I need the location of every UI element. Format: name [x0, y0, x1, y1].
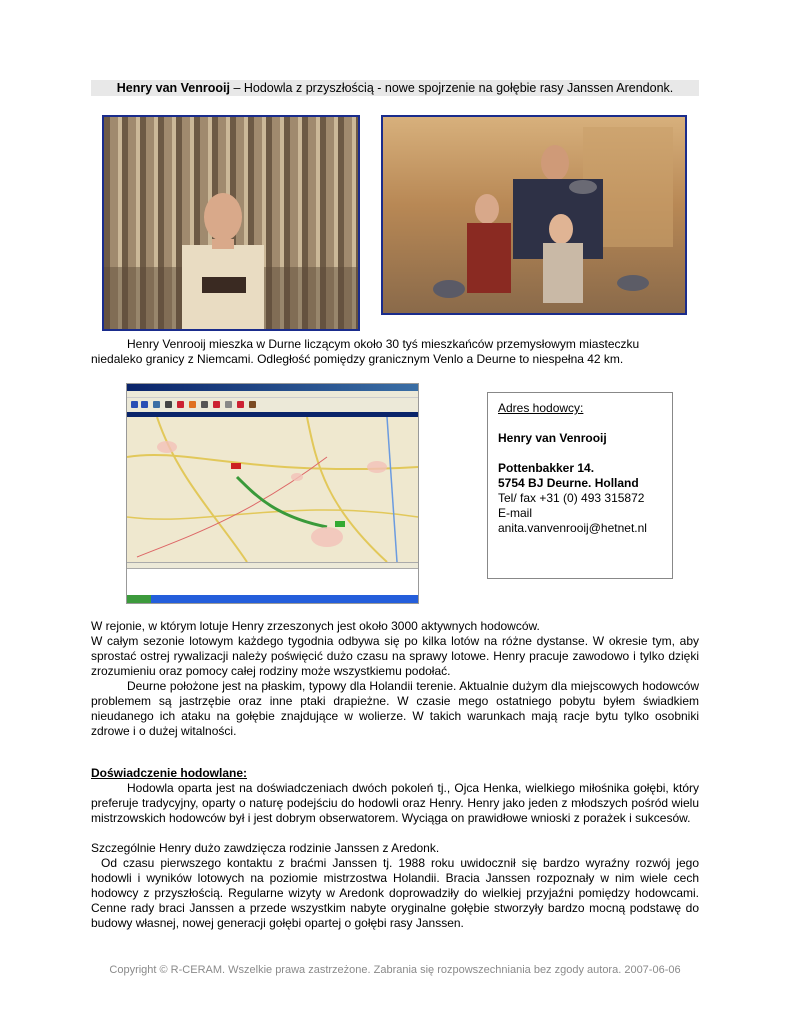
body-paragraph-2: W całym sezonie lotowym każdego tygodnia odbywa się po kilka lotów na różne dystanse. W okresie tym, aby sprostać ostrej rywalizacji należy poświęcić dużo czasu na sprawy lotowe. Henry pracuje zawodowo i tylko dzięki zrozumieniu oraz pomocy całej rodziny może wszystkiemu podołać. — [91, 634, 699, 678]
copyright-footer: Copyright © R-CERAM. Wszelkie prawa zastrzeżone. Zabrania się rozpowszechniania bez zgody autora. 2007-06-06 — [109, 964, 681, 976]
address-name: Henry van Venrooij — [498, 431, 607, 445]
route-table — [127, 568, 418, 595]
address-email: anita.vanvenrooij@hetnet.nl — [498, 521, 647, 535]
toolbar-icon — [165, 401, 172, 408]
windows-taskbar — [127, 595, 418, 603]
address-city: 5754 BJ Deurne. Holland — [498, 476, 639, 490]
map-window-toolbar — [127, 398, 418, 412]
title-rest: – Hodowla z przyszłością - nowe spojrzenie na gołębie rasy Janssen Arendonk. — [229, 81, 674, 95]
toolbar-icon — [249, 401, 256, 408]
address-label: Adres hodowcy: — [498, 401, 584, 415]
toolbar-icon — [189, 401, 196, 408]
toolbar-icon — [213, 401, 220, 408]
address-email-label: E-mail — [498, 506, 533, 520]
experience-heading: Doświadczenie hodowlane: — [91, 766, 248, 780]
experience-paragraph-3: Od czasu pierwszego kontaktu z braćmi Janssen tj. 1988 roku uwidocznił się bardzo wyraźny rozwój jego hodowli i wyników lotowych na poziomie mistrzostwa Holandii. Bracia Janssen rozpoznały w nim wiele cech hodowcy z przyszłością. Regularne wizyty w Aredonk doprowadziły do wielkiej przyjaźni pomiędzy hodowcami. Cenne rady braci Janssen a przede wszystkim nabyte oryginalne gołębie stworzyły bardzo mocną podstawę do budowy własnej, nowej generacji gołębi opartej o gołębi rasy Janssen. — [91, 856, 699, 930]
toolbar-icon — [141, 401, 148, 408]
breeder-name-title: Henry van Venrooij — [116, 81, 230, 95]
toolbar-icon — [225, 401, 232, 408]
experience-paragraph-1: Hodowla oparta jest na doświadczeniach dwóch pokoleń tj., Ojca Henka, wielkiego miłośnika gołębi, który preferuje tradycyjny, oparty o naturę podejściu do hodowli oraz Henry. Henry jako jeden z młodszych pośród wielu mistrzowskich hodowców był i jest dobrym obserwatorem. Wyciąga on prawidłowe wnioski z porażek i sukcesów. — [91, 781, 699, 825]
toolbar-icon — [153, 401, 160, 408]
experience-paragraph-2: Szczególnie Henry dużo zawdzięcza rodzinie Janssen z Aredonk. — [91, 841, 440, 855]
map-window-titlebar — [127, 384, 418, 391]
toolbar-icon — [177, 401, 184, 408]
route-map-screenshot — [126, 383, 419, 604]
intro-line-2: niedaleko granicy z Niemcami. Odległość pomiędzy granicznym Venlo a Deurne to niespełna 42 km. — [91, 352, 624, 366]
road-map-graphic — [127, 417, 418, 562]
address-phone: Tel/ fax +31 (0) 493 315872 — [498, 491, 645, 505]
breeder-photo — [102, 115, 360, 331]
toolbar-icon — [131, 401, 138, 408]
start-button — [127, 595, 151, 603]
family-photo-illustration — [383, 117, 685, 313]
document-title — [91, 80, 699, 96]
family-photo — [381, 115, 687, 315]
body-paragraph-1: W rejonie, w którym lotuje Henry zrzeszonych jest około 3000 aktywnych hodowców. — [91, 619, 540, 633]
breeder-photo-illustration — [104, 117, 358, 329]
body-paragraph-3: Deurne położone jest na płaskim, typowy dla Holandii terenie. Aktualnie dużym dla miejscowych hodowców problemem są jastrzębie oraz inne ptaki drapieżne. W czasie mego ostatniego pobytu byłem świadkiem nieudanego ich ataku na gołębie znajdujące w wolierze. W takich warunkach mają racje bytu tylko osobniki zdrowe i o dużej witalności. — [91, 679, 699, 738]
intro-line-1: Henry Venrooij mieszka w Durne liczącym około 30 tyś mieszkańców przemysłowym miasteczku — [127, 337, 640, 351]
map-window-menubar — [127, 391, 418, 398]
breeder-address-box — [487, 392, 673, 579]
address-street: Pottenbakker 14. — [498, 461, 595, 475]
toolbar-icon — [201, 401, 208, 408]
toolbar-icon — [237, 401, 244, 408]
road-map — [127, 417, 418, 562]
